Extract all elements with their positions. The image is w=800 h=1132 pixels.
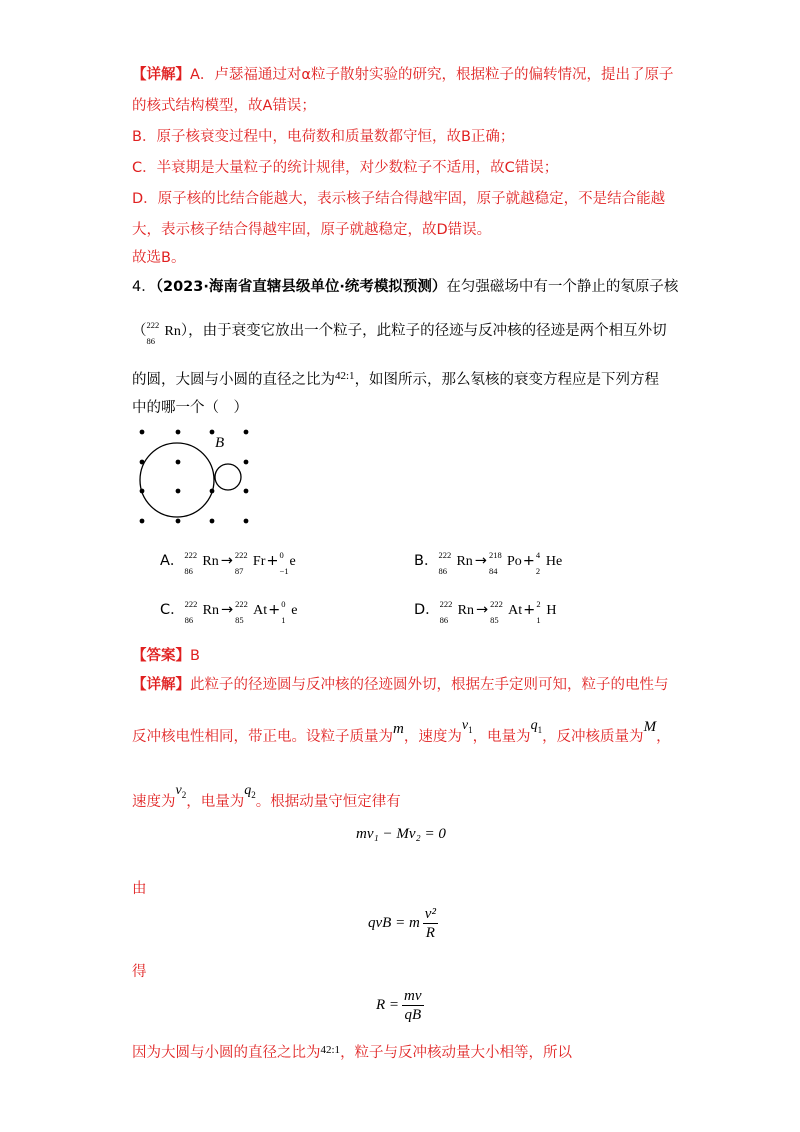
- explain-de: 得: [132, 964, 147, 980]
- nuclide: 2 1 H: [536, 599, 557, 625]
- explain-you: 由: [132, 881, 147, 897]
- option-a-letter: A．: [160, 553, 185, 569]
- nuclide: 222 86 Rn: [184, 550, 219, 576]
- nuclide: 222 86 Rn: [184, 599, 219, 625]
- nuclide: 222 86 Rn: [438, 550, 473, 576]
- question-source: （2023·海南省直辖县级单位·统考模拟预测）: [155, 279, 447, 295]
- option-c-equation: [184, 599, 298, 625]
- explain-last-line: 因为大圆与小圆的直径之比为$^{42:1}$，粒子与反冲核动量大小相等，所以: [132, 1044, 573, 1061]
- explain-label: 【详解】: [132, 677, 190, 693]
- plus-symbol: +: [268, 602, 281, 618]
- small-track-circle: [215, 464, 241, 490]
- large-track-circle: [140, 443, 214, 517]
- prev-line-5: D．原子核的比结合能越大，表示核子结合得越牢固，原子就越稳定，不是结合能越: [132, 191, 666, 207]
- arrow-symbol: →: [474, 553, 487, 569]
- equation-momentum: mv₁ − Mv₂ = 0: [356, 826, 446, 842]
- prev-line-3: B．原子核衰变过程中，电荷数和质量数都守恒，故B正确；: [132, 129, 515, 145]
- option-a[interactable]: [160, 550, 296, 576]
- nuclide: 4 2 He: [535, 550, 563, 576]
- question-number: 4．: [132, 279, 156, 295]
- explain-line-3: 速度为$v_2$，电量为$q_2$。根据动量守恒定律有: [132, 783, 401, 810]
- explain-line-1: 【详解】此粒子的径迹圆与反冲核的径迹圆外切，根据左手定则可知，粒子的电性与: [132, 677, 669, 693]
- nuclide: 222 85 At: [235, 599, 268, 625]
- question-line-3: 的圆，大圆与小圆的直径之比为$^{42:1}$，如图所示，那么氡核的衰变方程应是下列方程: [132, 370, 660, 388]
- explain-line-2: 反冲核电性相同，带正电。设粒子质量为m，速度为$v_1$，电量为$q_1$，反冲核质量为M，: [132, 718, 671, 745]
- option-d[interactable]: [414, 599, 557, 625]
- answer-value: B: [190, 648, 200, 664]
- option-b[interactable]: [414, 550, 563, 576]
- prev-line-6: 大，表示核子结合得越牢固，原子就越稳定，故D错误。: [132, 222, 492, 238]
- prev-detail-label: 【详解】: [132, 67, 190, 83]
- prev-line-2: 的核式结构模型，故A错误；: [132, 98, 316, 114]
- option-b-equation: [438, 550, 563, 576]
- option-b-letter: B．: [414, 553, 439, 569]
- equation-lorentz: qvB = m $\frac{\text{v²}}{R}$: [368, 906, 436, 941]
- question-line-1: 4．（2023·海南省直辖县级单位·统考模拟预测）在匀强磁场中有一个静止的氡原子核: [132, 279, 679, 295]
- option-a-equation: [184, 550, 296, 576]
- field-label: B: [215, 435, 225, 451]
- plus-symbol: +: [522, 553, 535, 569]
- nuclide: 222 85 At: [490, 599, 523, 625]
- question-line-2: （ 222 86 Rn），由于衰变它放出一个粒子，此粒子的径迹与反冲核的径迹是两个相互外切: [132, 320, 667, 346]
- prev-line-1: 【详解】A．卢瑟福通过对α粒子散射实验的研究，根据粒子的偏转情况，提出了原子: [132, 67, 674, 83]
- option-c[interactable]: [160, 599, 298, 625]
- option-d-letter: D．: [414, 602, 440, 618]
- prev-line-7: 故选B。: [132, 250, 186, 266]
- answer-line: [132, 646, 200, 666]
- arrow-symbol: →: [220, 553, 233, 569]
- field-dots: [140, 430, 249, 524]
- answer-label: 【答案】: [132, 648, 190, 664]
- nuclide: 0 1 e: [281, 599, 298, 625]
- option-c-letter: C．: [160, 602, 185, 618]
- prev-line-4: C．半衰期是大量粒子的统计规律，对少数粒子不适用，故C错误；: [132, 160, 559, 176]
- nuclide: 218 84 Po: [488, 550, 522, 576]
- option-d-equation: [439, 599, 557, 625]
- question-line-4: 中的哪一个（ ）: [132, 400, 248, 416]
- nuclide: 222 86 Rn: [439, 599, 475, 625]
- equation-radius: R = $\frac{mv}{qB}$: [376, 988, 422, 1023]
- magnetic-field-figure: [130, 425, 260, 530]
- radon-nucleus: 222 86 Rn: [146, 320, 181, 346]
- nuclide: 0 −1 e: [279, 550, 296, 576]
- arrow-symbol: →: [476, 602, 489, 618]
- plus-symbol: +: [523, 602, 536, 618]
- nuclide: 222 87 Fr: [234, 550, 266, 576]
- arrow-symbol: →: [220, 602, 234, 618]
- ratio-value: 42:1: [335, 370, 355, 382]
- plus-symbol: +: [266, 553, 279, 569]
